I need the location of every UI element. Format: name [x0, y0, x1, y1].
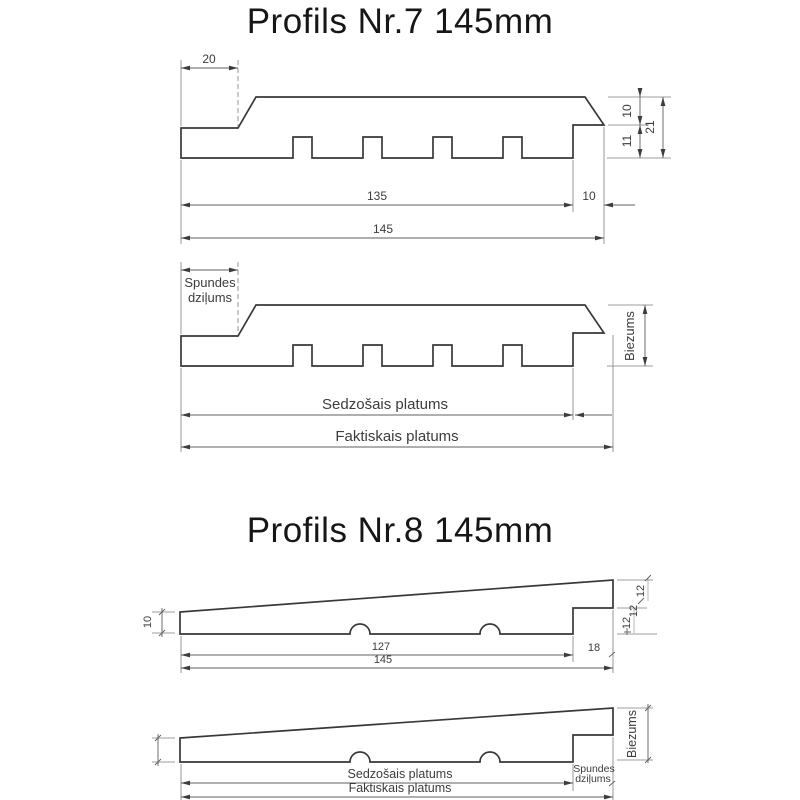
label-thickness-8: [617, 704, 653, 763]
dim-thickness-right: [607, 88, 671, 158]
profile7-cross-section: [181, 97, 604, 158]
dim-full-width-value: 145: [372, 222, 394, 236]
tongue-depth-label-line2: dziļums: [187, 290, 233, 305]
dim-total-thickness-value: 21: [643, 120, 657, 134]
profile8-cross-section: [180, 580, 613, 634]
dim-tongue-width: [181, 52, 238, 127]
profils8-dimensioned-view: [142, 575, 657, 673]
dim-lower-thickness-value: 11: [620, 134, 634, 148]
profile8-cross-section-labeled: [180, 708, 613, 762]
dim-widths-bottom: [181, 127, 635, 244]
dim-covering-width-value: 135: [366, 189, 388, 203]
thickness-label: Biezums: [622, 311, 637, 361]
full-width-label: Faktiskais platums: [335, 428, 459, 445]
tongue-depth-8-label-line1: Spundes: [573, 763, 615, 775]
dim-left-thickness: [142, 608, 175, 637]
profils8-labeled-view: [152, 704, 653, 800]
covering-width-label: Sedzošais platums: [322, 396, 448, 413]
profils7-dimensioned-view: [181, 52, 671, 244]
dim-full-width-8-value: 145: [373, 654, 393, 666]
full-width-8-label: Faktiskais platums: [348, 781, 452, 795]
profils7-labeled-view: [181, 262, 653, 452]
profils8-title: Profils Nr.8 145mm: [246, 511, 554, 550]
tongue-depth-8-label-line2: dziļums: [575, 773, 611, 785]
label-widths-bottom-8: [181, 737, 615, 800]
dim-right-thicknesses: [617, 575, 657, 635]
profile7-cross-section-labeled: [181, 305, 604, 366]
label-thickness: [607, 305, 653, 366]
dim-widths-bottom-8: [181, 610, 615, 673]
label-widths-bottom: [181, 335, 613, 452]
tongue-depth-label-line1: Spundes: [184, 275, 236, 290]
label-tongue-depth: [181, 262, 238, 334]
dim-left-thickness-value: 10: [142, 615, 154, 629]
covering-width-8-label: Sedzošais platums: [347, 767, 453, 781]
dim-lap-width-value: 10: [582, 189, 596, 203]
dim-covering-width-8-value: 127: [371, 641, 391, 653]
dim-tongue-width-value: 20: [202, 52, 216, 66]
dim-upper-thickness-value: 10: [620, 104, 634, 118]
dim-right-upper-value: 12: [635, 584, 647, 598]
left-thickness-bracket: [152, 734, 175, 766]
profils7-title: Profils Nr.7 145mm: [246, 2, 554, 41]
dim-lap-width-8-value: 18: [587, 642, 601, 654]
thickness-8-label: Biezums: [625, 710, 639, 758]
dim-right-middle-value: 12: [628, 604, 640, 618]
dim-right-lower-value: 12: [621, 616, 633, 630]
